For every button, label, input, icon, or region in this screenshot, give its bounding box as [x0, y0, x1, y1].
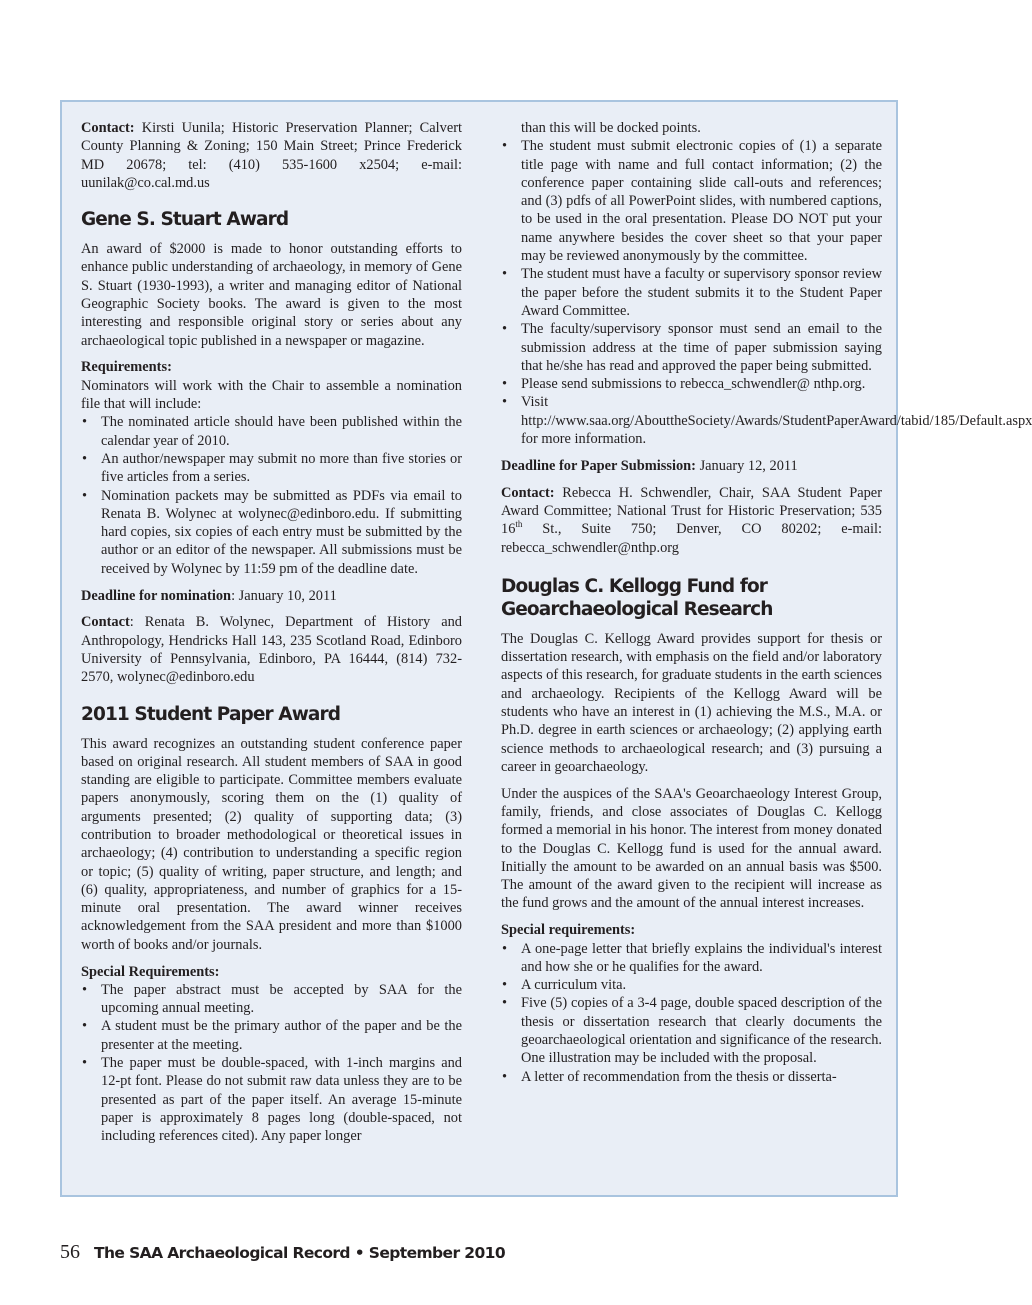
student-intro: This award recognizes an outstanding student conference paper based on original research. All student members of SAA in good standing are eligible to participate. Committee members evaluate papers anonymously, scoring them on the (1) quality of arguments presented; (2) quality of supporting data; (3) contribution to broader methodological or theoretical issues in archaeology; (4) contribution to understanding a specific region or topic; (5) quality of writing, paper structure, and length; and (6) quality, appropriateness, and number of graphics for a 15-minute oral presentation. The award winner receives acknowledgement from the SAA president and more than $1000 worth of books and/or journals. [81, 735, 462, 953]
kellogg-para-1: The Douglas C. Kellogg Award provides support for thesis or dissertation research, with emphasis on the field and/or laboratory aspects of this research, for graduate students in the earth sciences and archaeology. Recipients of the Kellogg Award will be students who have an interest in (1) achieving the M.S., M.A. or Ph.D. degree in earth sciences or archaeology; (2) applying earth science methods to archaeological research; and (3) pursuing a career in geoarchaeology. [501, 630, 882, 775]
list-item: • The paper must be double-spaced, with 1-inch margins and 12-pt font. Please do not submit raw data unless they are to be presented as part of the paper itself. An average 15-minute paper is approximately 8 pages long (double-spaced, not including references cited). Any paper longer [81, 1054, 462, 1145]
stuart-requirements-intro: Nominators will work with the Chair to assemble a nomination file that will include: [81, 377, 462, 413]
list-item: • The faculty/supervisory sponsor must send an email to the submission address at the time of paper submission saying that he/she has read and approved the paper being submitted. [501, 320, 882, 375]
list-item: • A letter of recommendation from the thesis or disserta- [501, 1068, 882, 1086]
section-heading-student-paper-award: 2011 Student Paper Award [81, 703, 341, 725]
page-number: 56 [60, 1241, 80, 1263]
continued-text: than this will be docked points. [521, 120, 701, 136]
list-item: • Visit http://www.saa.org/AbouttheSociety/Awards/StudentPaperAward/tabid/185/Default.aspx for more information. [501, 393, 882, 448]
stuart-intro: An award of $2000 is made to honor outstanding efforts to enhance public understanding of archaeology, in memory of Gene S. Stuart (1930-1993), a writer and managing editor of National Geographic Society books. The award is given to the most interesting and responsible original story or series about any archaeological topic published in a newspaper or magazine. [81, 241, 462, 349]
content-panel [60, 100, 1032, 1197]
stuart-requirements-label: Requirements: [81, 359, 172, 376]
student-deadline: Deadline for Paper Submission: January 12, 2011 [501, 457, 798, 474]
kellogg-requirements-list [501, 940, 882, 1086]
list-item: • The nominated article should have been published within the calendar year of 2010. [81, 413, 462, 450]
list-item: • The student must submit electronic copies of (1) a separate title page with name and full contact information; (2) the conference paper containing slide call-outs and references; and (3) pdfs of all PowerPoint slides, with numbered captions, to be used in the oral presentation. Please DO NOT put your name anywhere besides the cover sheet so that your paper may be reviewed anonymously by the committee. [501, 137, 882, 265]
kellogg-requirements-label: Special requirements: [501, 922, 636, 939]
list-item: • Five (5) copies of a 3-4 page, double spaced description of the thesis or dissertation research that clearly documents the geoarchaeological orientation and significance of the research. One illustration may be included with the proposal. [501, 994, 882, 1067]
right-column [501, 119, 1032, 1086]
section-heading-kellogg-fund: Douglas C. Kellogg Fund for Geoarchaeological Research [501, 575, 773, 620]
student-requirements-list-continued [501, 137, 1032, 448]
student-requirements-list [81, 981, 462, 1146]
contact-uunila: Contact: Kirsti Uunila; Historic Preservation Planner; Calvert County Planning & Zoning; 150 Main Street; Prince Frederick MD 20678; tel: (410) 535-1600 x2504; e-mail: uunilak@co.cal.md.us [81, 120, 462, 191]
list-item: • An author/newspaper may submit no more than five stories or five articles from a series. [81, 450, 462, 487]
publication-title: The SAA Archaeological Record • September 2010 [94, 1244, 506, 1262]
kellogg-para-2: Under the auspices of the SAA's Geoarchaeology Interest Group, family, friends, and close associates of Douglas C. Kellogg formed a memorial in his honor. The interest from money donated to the Douglas C. Kellogg fund is used for the annual award. Initially the amount to be awarded on an annual basis was $500. The amount of the award given to the recipient will increase as the fund grows and the amount of the annual interest increases. [501, 785, 882, 912]
stuart-deadline: Deadline for nomination: January 10, 2011 [81, 587, 337, 604]
stuart-requirements-list [81, 413, 462, 578]
stuart-contact: Contact: Renata B. Wolynec, Department of History and Anthropology, Hendricks Hall 143, 235 Scotland Road, Edinboro University of Pennsylvania, Edinboro, PA 16444, (814) 732-2570, wolynec@edinboro.edu [81, 614, 462, 686]
left-column [81, 119, 462, 1146]
list-item: • A student must be the primary author of the paper and be the presenter at the meeting. [81, 1017, 462, 1054]
list-item: • The student must have a faculty or supervisory sponsor review the paper before the student submits it to the Student Paper Award Committee. [501, 265, 882, 320]
list-item: • A curriculum vita. [501, 976, 882, 994]
list-item: • The paper abstract must be accepted by SAA for the upcoming annual meeting. [81, 981, 462, 1018]
list-item: • Please send submissions to rebecca_schwendler@ nthp.org. [501, 375, 882, 393]
page-footer [60, 1241, 505, 1264]
list-item: • Nomination packets may be submitted as PDFs via email to Renata B. Wolynec at wolynec@edinboro.edu. If submitting hard copies, six copies of each entry must be submitted by the author or an editor of the newspaper. All submissions must be received by Wolynec by 11:59 pm of the deadline date. [81, 487, 462, 578]
section-heading-stuart-award: Gene S. Stuart Award [81, 209, 289, 231]
student-contact: Contact: Rebecca H. Schwendler, Chair, SAA Student Paper Award Committee; National Trust for Historic Preservation; 535 16th St., Suite 750; Denver, CO 80202; e-mail: rebecca_schwendler@nthp.org [501, 484, 882, 556]
student-requirements-label: Special Requirements: [81, 963, 220, 980]
list-item: • A one-page letter that briefly explains the individual's interest and how she or he qualifies for the award. [501, 940, 882, 977]
